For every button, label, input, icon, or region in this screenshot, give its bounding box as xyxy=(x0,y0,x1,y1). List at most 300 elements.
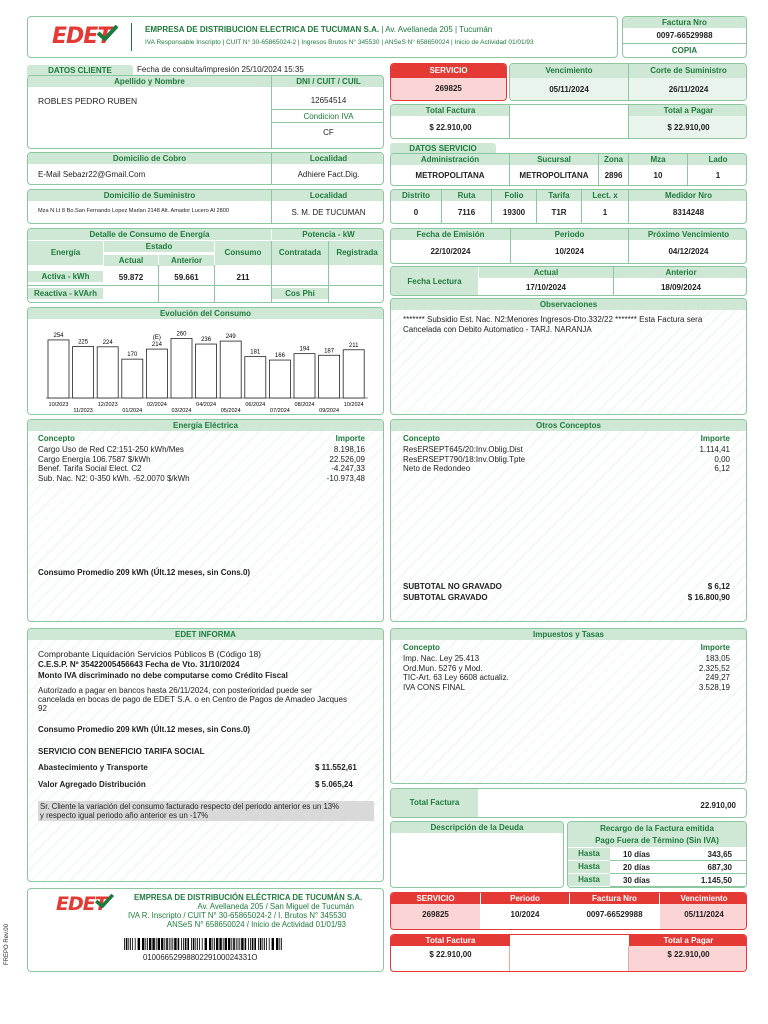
sum-loc-label: Localidad xyxy=(272,190,384,201)
variacion-line-1: Sr. Cliente la variación del consumo facturado respecto del periodo anterior es un 13% xyxy=(40,802,340,811)
chart-data-label: 260 xyxy=(176,331,187,338)
chart-data-label: 254 xyxy=(53,332,64,339)
informa-promedio: Consumo Promedio 209 kWh (Últ.12 meses, sin Cons.0) xyxy=(38,725,251,734)
concept-row-value: 22.526,09 xyxy=(329,454,365,464)
talon-address: Av. Avellaneda 205 / San Miguel de Tucumán xyxy=(197,902,354,911)
talon-periodo-value: 10/2024 xyxy=(510,910,540,919)
barcode-bar xyxy=(212,938,213,950)
talon-totales-box xyxy=(390,934,747,972)
ds2-value-1: 7116 xyxy=(457,208,476,217)
barcode-bar xyxy=(169,938,170,950)
informa-line-6: 92 xyxy=(38,704,47,713)
impuestos-concepto-label: Concepto xyxy=(403,643,440,652)
informa-line-3: Monto IVA discriminado no debe computarse como Crédito Fiscal xyxy=(38,671,288,680)
barcode-bar xyxy=(245,938,247,950)
total-factura-value: $ 22.910,00 xyxy=(429,123,472,132)
barcode-bar xyxy=(178,938,180,950)
barcode-bar xyxy=(202,938,203,950)
total-factura-label: Total Factura xyxy=(391,105,510,116)
ds2-value-5: 8314248 xyxy=(672,208,705,217)
barcode-bar xyxy=(183,938,184,950)
ds-value-3: 10 xyxy=(653,171,663,180)
chart-bar xyxy=(196,344,217,398)
chart-bar xyxy=(97,347,118,398)
valor-label: Valor Agregado Distribución xyxy=(38,780,146,789)
nombre-label: Apellido y Nombre xyxy=(28,76,271,87)
consumo-box xyxy=(27,228,384,303)
cobro-value: E-Mail Sebazr22@Gmail.Com xyxy=(38,170,146,179)
barcode-bar xyxy=(236,938,237,950)
totales-box xyxy=(390,104,747,139)
corte-value: 26/11/2024 xyxy=(668,85,709,94)
talon-pagar-value: $ 22.910,00 xyxy=(667,950,710,959)
talon-periodo-label: Periodo xyxy=(481,893,569,904)
total-pagar-label: Total a Pagar xyxy=(629,105,747,116)
barcode-bar xyxy=(187,938,189,950)
talon-info-box xyxy=(390,892,747,930)
impuestos-label: Impuestos y Tasas xyxy=(391,629,746,640)
concept-row-value: -4.247,33 xyxy=(331,464,365,473)
barcode-number: 0100665299880229100024331O xyxy=(143,953,258,962)
lectura-label: Fecha Lectura xyxy=(391,267,478,296)
recargo-hasta: Hasta xyxy=(568,861,610,873)
barcode-bar xyxy=(269,938,270,950)
concept-row-label: ResERSEPT790/18:Inv.Oblig.Tpte xyxy=(403,454,526,464)
recargo-hasta: Hasta xyxy=(568,874,610,886)
divider xyxy=(491,190,492,224)
barcode-bar xyxy=(174,938,176,950)
suministro-label: Domicilio de Suministro xyxy=(28,190,271,201)
query-date: Fecha de consulta/impresión 25/10/2024 15:35 xyxy=(137,65,304,74)
barcode-bar xyxy=(214,938,215,950)
ds-value-4: 1 xyxy=(715,171,721,180)
barcode-bar xyxy=(171,938,172,950)
activa-label: Activa - kWh xyxy=(28,271,103,282)
concept-row-value: 8.198,16 xyxy=(333,445,365,454)
barcode-bar xyxy=(216,938,218,950)
dni-label: DNI / CUIT / CUIL xyxy=(272,76,384,87)
consumo-chart xyxy=(28,320,384,415)
barcode-bar xyxy=(124,938,125,950)
activa-anterior: 59.661 xyxy=(174,273,199,282)
divider xyxy=(687,154,688,186)
barcode-bar xyxy=(132,938,133,950)
chart-data-label: 236 xyxy=(201,337,212,344)
barcode-bar xyxy=(147,938,148,950)
barcode-bar xyxy=(195,938,196,950)
talon-box xyxy=(27,888,384,972)
proximo-venc-label: Próximo Vencimiento xyxy=(629,229,747,240)
informa-beneficio: SERVICIO CON BENEFICIO TARIFA SOCIAL xyxy=(38,747,205,756)
ds2-header-1: Ruta xyxy=(442,190,491,201)
informa-line-5: cancelada en bocas de pago de EDET S.A. o en Centro de Pagos de Amadeo Jacques xyxy=(38,695,347,704)
activa-actual: 59.872 xyxy=(118,273,144,282)
divider xyxy=(610,886,747,887)
chart-data-label: 187 xyxy=(324,348,335,355)
ds2-value-4: 1 xyxy=(602,208,608,217)
consumo-col-label: Consumo xyxy=(215,241,271,265)
chart-title: Evolución del Consumo xyxy=(28,308,383,319)
abast-label: Abastecimiento y Transporte xyxy=(38,763,148,772)
barcode-bar xyxy=(193,938,195,950)
barcode-bar xyxy=(166,938,168,950)
observaciones-box xyxy=(390,298,747,415)
divider xyxy=(509,946,510,972)
ds-header-2: Zona xyxy=(599,154,628,165)
barcode-bar xyxy=(191,938,192,950)
ds2-value-3: T1R xyxy=(551,208,567,217)
concept-row-value: 6,12 xyxy=(714,464,730,473)
header-tax-line: IVA Responsable Inscripto | CUIT N° 30-65865024-2 | Ingresos Brutos N° 345530 | ANSeS N° 658650024 | Inicio de Actividad 01/01/93 xyxy=(145,39,534,46)
chart-annotation: (E) xyxy=(152,335,161,342)
chart-bar xyxy=(294,354,315,398)
otros-label: Otros Conceptos xyxy=(391,420,746,431)
talon-anses: ANSeS N° 658650024 / Inicio de Actividad 01/01/93 xyxy=(166,920,346,929)
total-factura-bottom-label: Total Factura xyxy=(391,789,478,818)
barcode-bar xyxy=(254,938,256,950)
divider xyxy=(271,190,272,224)
header-company: EMPRESA DE DISTRIBUCION ELECTRICA DE TUCUMAN S.A. | Av. Avellaneda 205 | Tucumán xyxy=(145,25,493,34)
barcode-bar xyxy=(279,938,280,950)
recargo-title-1: Recargo de la Factura emitida xyxy=(600,824,714,833)
vencimiento-label: Vencimiento xyxy=(510,64,628,78)
barcode-bar xyxy=(223,938,224,950)
barcode-bar xyxy=(266,938,267,950)
cliente-name: ROBLES PEDRO RUBEN xyxy=(38,96,138,106)
concept-row-label: ResERSEPT645/20:Inv.Oblig.Dist xyxy=(403,445,523,454)
suministro-value: Mza N Lt 8 Bo.San Fernando Lopez Marlan 2148 Alt. Amador Lucero Al 2800 xyxy=(38,208,229,214)
barcode-bar xyxy=(126,938,128,950)
no-gravado-label: SUBTOTAL NO GRAVADO xyxy=(403,582,502,591)
divider xyxy=(441,190,442,224)
datos-servicio-box xyxy=(390,153,747,186)
chart-bar xyxy=(269,360,290,398)
chart-data-label: 224 xyxy=(102,339,113,346)
emision-label: Fecha de Emisión xyxy=(391,229,510,240)
total-pagar-value: $ 22.910,00 xyxy=(667,123,710,132)
servicio-box xyxy=(390,63,507,101)
deuda-label: Descripción de la Deuda xyxy=(391,822,563,833)
cosphi-label: Cos Phi xyxy=(272,288,328,299)
talon-servicio-value: 269825 xyxy=(422,910,449,919)
periodo-value: 10/2024 xyxy=(555,247,584,256)
ds-header-0: Administración xyxy=(391,154,509,165)
ds2-value-2: 19300 xyxy=(502,208,526,217)
barcode-bar xyxy=(260,938,262,950)
datos-cliente-tab: DATOS CLIENTE xyxy=(27,65,133,76)
ds2-header-0: Distrito xyxy=(391,190,441,201)
barcode-bar xyxy=(185,938,187,950)
barcode-bar xyxy=(239,938,240,950)
side-code: FREPO Rev.00 xyxy=(4,924,10,965)
gravado-label: SUBTOTAL GRAVADO xyxy=(403,593,488,602)
chart-data-label: 166 xyxy=(274,353,285,360)
barcode-bar xyxy=(164,938,165,950)
barcode-bar xyxy=(228,938,230,950)
divider xyxy=(271,241,272,303)
chart-data-label: 194 xyxy=(299,346,310,353)
barcode-bar xyxy=(197,938,198,950)
barcode-bar xyxy=(262,938,263,950)
recargo-value: 687,30 xyxy=(707,863,732,872)
barcode-bar xyxy=(199,938,200,950)
barcode-bar xyxy=(181,938,182,950)
periodo-label: Periodo xyxy=(511,229,628,240)
chart-data-label: 225 xyxy=(78,339,89,346)
energia-promedio: Consumo Promedio 209 kWh (Últ.12 meses, sin Cons.0) xyxy=(38,568,251,577)
divider xyxy=(536,190,537,224)
cliente-dni: 12654514 xyxy=(310,96,347,105)
estado-label: Estado xyxy=(104,241,214,252)
lectura-box xyxy=(390,266,747,296)
barcode-bar xyxy=(138,938,140,950)
datos-servicio-box-2 xyxy=(390,189,747,224)
ds2-header-3: Tarifa xyxy=(537,190,581,201)
edet-informa-box xyxy=(27,628,384,882)
recargo-days: 10 días xyxy=(623,850,651,859)
divider xyxy=(581,190,582,224)
concept-row-label: IVA CONS FINAL xyxy=(403,682,466,692)
recargo-days: 30 días xyxy=(623,876,651,885)
concept-row-label: Cargo Energía 106.7587 $/kWh xyxy=(38,454,151,464)
concept-row-value: 183,05 xyxy=(705,654,730,663)
actual-label: Actual xyxy=(104,255,158,266)
barcode-bar xyxy=(205,938,207,950)
sum-loc-value: S. M. DE TUCUMAN xyxy=(291,208,366,217)
divider xyxy=(328,241,329,303)
no-gravado-value: $ 6,12 xyxy=(707,582,730,591)
observaciones-text: ******* Subsidio Est. Nac. N2:Menores Ingresos-Dto.332/22 ******* Esta Factura sera Cancelada con Debito Automatico - TARJ. NARANJA xyxy=(403,315,703,334)
concept-row-value: 1.114,41 xyxy=(699,445,730,454)
barcode-bar xyxy=(248,938,249,950)
chart-tick-label: 05/2024 xyxy=(220,408,241,414)
cobro-label: Domicilio de Cobro xyxy=(28,153,271,164)
divider xyxy=(628,64,629,101)
chart-tick-label: 02/2024 xyxy=(146,402,167,408)
chart-tick-label: 06/2024 xyxy=(245,402,266,408)
chart-box xyxy=(27,307,384,415)
barcode-bar xyxy=(161,938,163,950)
chart-tick-label: 03/2024 xyxy=(171,408,192,414)
corte-label: Corte de Suministro xyxy=(629,64,747,78)
lectura-anterior-label: Anterior xyxy=(614,267,747,278)
chart-bar xyxy=(48,340,69,398)
talon-edet-logo: EDET xyxy=(56,893,107,915)
recargo-value: 343,65 xyxy=(707,850,732,859)
divider xyxy=(158,265,159,303)
ds-value-2: 2896 xyxy=(604,171,623,180)
divider xyxy=(509,105,510,139)
energia-box xyxy=(27,419,384,622)
chart-tick-label: 10/2024 xyxy=(343,402,364,408)
chart-tick-label: 12/2023 xyxy=(97,402,118,408)
total-factura-bottom-value: 22.910,00 xyxy=(700,801,736,810)
divider xyxy=(628,946,629,972)
talon-total-value: $ 22.910,00 xyxy=(429,950,472,959)
barcode-bar xyxy=(276,938,278,950)
chart-data-label: 181 xyxy=(250,349,261,356)
barcode-bar xyxy=(225,938,227,950)
edet-informa-label: EDET INFORMA xyxy=(28,629,383,640)
barcode-bar xyxy=(231,938,232,950)
factura-number: 0097-66529988 xyxy=(656,31,713,40)
vencimiento-box xyxy=(509,63,747,101)
copia-label: COPIA xyxy=(671,46,698,55)
energia-concepto-label: Concepto xyxy=(38,434,75,443)
chart-tick-label: 11/2023 xyxy=(73,408,93,414)
barcode-bar xyxy=(135,938,136,950)
observaciones-label: Observaciones xyxy=(391,299,746,310)
recargo-days: 20 días xyxy=(623,863,651,872)
divider xyxy=(272,122,384,123)
variacion-note xyxy=(38,801,374,821)
divider xyxy=(271,153,272,185)
divider xyxy=(28,285,384,286)
ds2-header-5: Medidor Nro xyxy=(629,190,747,201)
divider xyxy=(613,267,614,296)
barcode-bar xyxy=(130,938,131,950)
barcode-bar xyxy=(264,938,265,950)
divider xyxy=(628,105,629,139)
divider xyxy=(610,873,747,874)
talon-factura-label: Factura Nro xyxy=(570,893,659,904)
recargo-hasta: Hasta xyxy=(568,848,610,860)
suministro-box xyxy=(27,189,384,224)
barcode-bar xyxy=(272,938,274,950)
barcode-bar xyxy=(128,938,129,950)
activa-consumo: 211 xyxy=(236,273,250,282)
chart-tick-label: 07/2024 xyxy=(269,408,290,414)
ds-value-1: METROPOLITANA xyxy=(519,171,589,180)
recargo-box xyxy=(567,821,747,888)
barcode-bar xyxy=(258,938,259,950)
divider xyxy=(509,154,510,186)
header-divider xyxy=(131,23,132,51)
chart-tick-label: 10/2023 xyxy=(48,402,69,408)
chart-bar xyxy=(73,347,94,398)
consumo-section-label: Detalle de Consumo de Energía xyxy=(28,229,271,240)
concept-row-label: Imp. Nac. Ley 25.413 xyxy=(403,654,480,663)
concept-row-label: Ord.Mun. 5276 y Mod. xyxy=(403,663,483,673)
concept-row-value: 2.325,52 xyxy=(698,663,730,673)
chart-data-label: 249 xyxy=(225,334,236,341)
anterior-label: Anterior xyxy=(159,255,214,266)
contratada-label: Contratada xyxy=(272,241,328,265)
talon-tax: IVA R. Inscripto / CUIT N° 30-65865024-2 / I. Brutos N° 345530 xyxy=(128,911,347,920)
chart-bar xyxy=(122,359,143,398)
cliente-box xyxy=(27,75,384,149)
ds2-value-0: 0 xyxy=(413,208,419,217)
logo-check-icon xyxy=(96,25,118,41)
ds-header-1: Sucursal xyxy=(510,154,598,165)
chart-data-label: 214 xyxy=(151,342,162,349)
vencimiento-value: 05/11/2024 xyxy=(549,85,589,94)
divider xyxy=(510,229,511,264)
barcode-bar xyxy=(209,938,211,950)
informa-line-4: Autorizado a pagar en bancos hasta 26/11/2024, con posterioridad puede ser xyxy=(38,686,312,695)
header-box xyxy=(27,16,618,58)
chart-bar xyxy=(319,355,340,398)
deuda-box xyxy=(390,821,564,888)
energia-section-label: Energía Eléctrica xyxy=(28,420,383,431)
barcode-bar xyxy=(145,938,146,950)
talon-servicio-label: SERVICIO xyxy=(391,893,480,904)
lectura-actual-value: 17/10/2024 xyxy=(525,283,567,292)
talon-pagar-label: Total a Pagar xyxy=(629,935,747,946)
concept-row-label: Sub. Nac. N2: 0-350 kWh. -52.0070 $/kWh xyxy=(38,473,190,483)
divider xyxy=(628,190,629,224)
divider xyxy=(598,154,599,186)
talon-company: EMPRESA DE DISTRIBUCIÓN ELÉCTRICA DE TUCUMÁN S.A. xyxy=(134,893,363,902)
emision-value: 22/10/2024 xyxy=(430,247,471,256)
ds-header-3: Mza xyxy=(629,154,687,165)
recargo-title xyxy=(568,822,746,847)
barcode-bar xyxy=(241,938,243,950)
barcode-bar xyxy=(219,938,221,950)
cobro-box xyxy=(27,152,384,185)
barcode-bar xyxy=(156,938,157,950)
chart-data-label: 170 xyxy=(127,352,138,359)
recargo-value: 1.145,50 xyxy=(700,876,732,885)
ds-header-4: Lado xyxy=(688,154,747,165)
concept-row-value: -10.973,48 xyxy=(326,473,365,483)
lectura-actual-label: Actual xyxy=(479,267,613,278)
total-factura-box xyxy=(390,788,747,818)
impuestos-importe-label: Importe xyxy=(700,643,730,652)
otros-importe-label: Importe xyxy=(700,434,730,443)
barcode-bar xyxy=(252,938,254,950)
talon-factura-value: 0097-66529988 xyxy=(586,910,643,919)
servicio-label: SERVICIO xyxy=(391,64,506,78)
divider xyxy=(272,109,384,110)
lectura-anterior-value: 18/09/2024 xyxy=(660,283,702,292)
chart-bar xyxy=(343,350,364,398)
iva-value: CF xyxy=(323,128,334,137)
barcode-bar xyxy=(158,938,160,950)
barcode-bar xyxy=(281,938,282,950)
barcode-bar xyxy=(172,938,173,950)
barcode xyxy=(124,938,284,950)
potencia-label: Potencia - kW xyxy=(272,229,384,240)
barcode-bar xyxy=(233,938,235,950)
barcode-bar xyxy=(152,938,154,950)
impuestos-box xyxy=(390,628,747,784)
chart-bar xyxy=(146,349,167,398)
proximo-venc-value: 04/12/2024 xyxy=(668,247,709,256)
servicio-number: 269825 xyxy=(435,84,462,93)
valor-value: $ 5.065,24 xyxy=(315,780,353,789)
chart-tick-label: 09/2024 xyxy=(319,408,340,414)
factura-label: Factura Nro xyxy=(623,17,746,28)
iva-label: Condicion IVA xyxy=(303,112,354,121)
chart-tick-label: 01/2024 xyxy=(122,408,143,414)
barcode-bar xyxy=(238,938,239,950)
chart-bar xyxy=(171,339,192,398)
cobro-loc-label: Localidad xyxy=(272,153,384,164)
ds2-header-2: Folio xyxy=(492,190,536,201)
chart-data-label: 211 xyxy=(348,342,359,349)
divider xyxy=(628,229,629,264)
talon-venc-value: 05/11/2024 xyxy=(684,910,724,919)
talon-venc-label: Vencimiento xyxy=(660,893,747,904)
otros-box xyxy=(390,419,747,622)
ds2-header-4: Lect. x xyxy=(582,190,628,201)
divider xyxy=(628,154,629,186)
barcode-bar xyxy=(142,938,144,950)
energia-label: Energía xyxy=(28,241,103,265)
otros-concepto-label: Concepto xyxy=(403,434,440,443)
energia-importe-label: Importe xyxy=(335,434,365,443)
